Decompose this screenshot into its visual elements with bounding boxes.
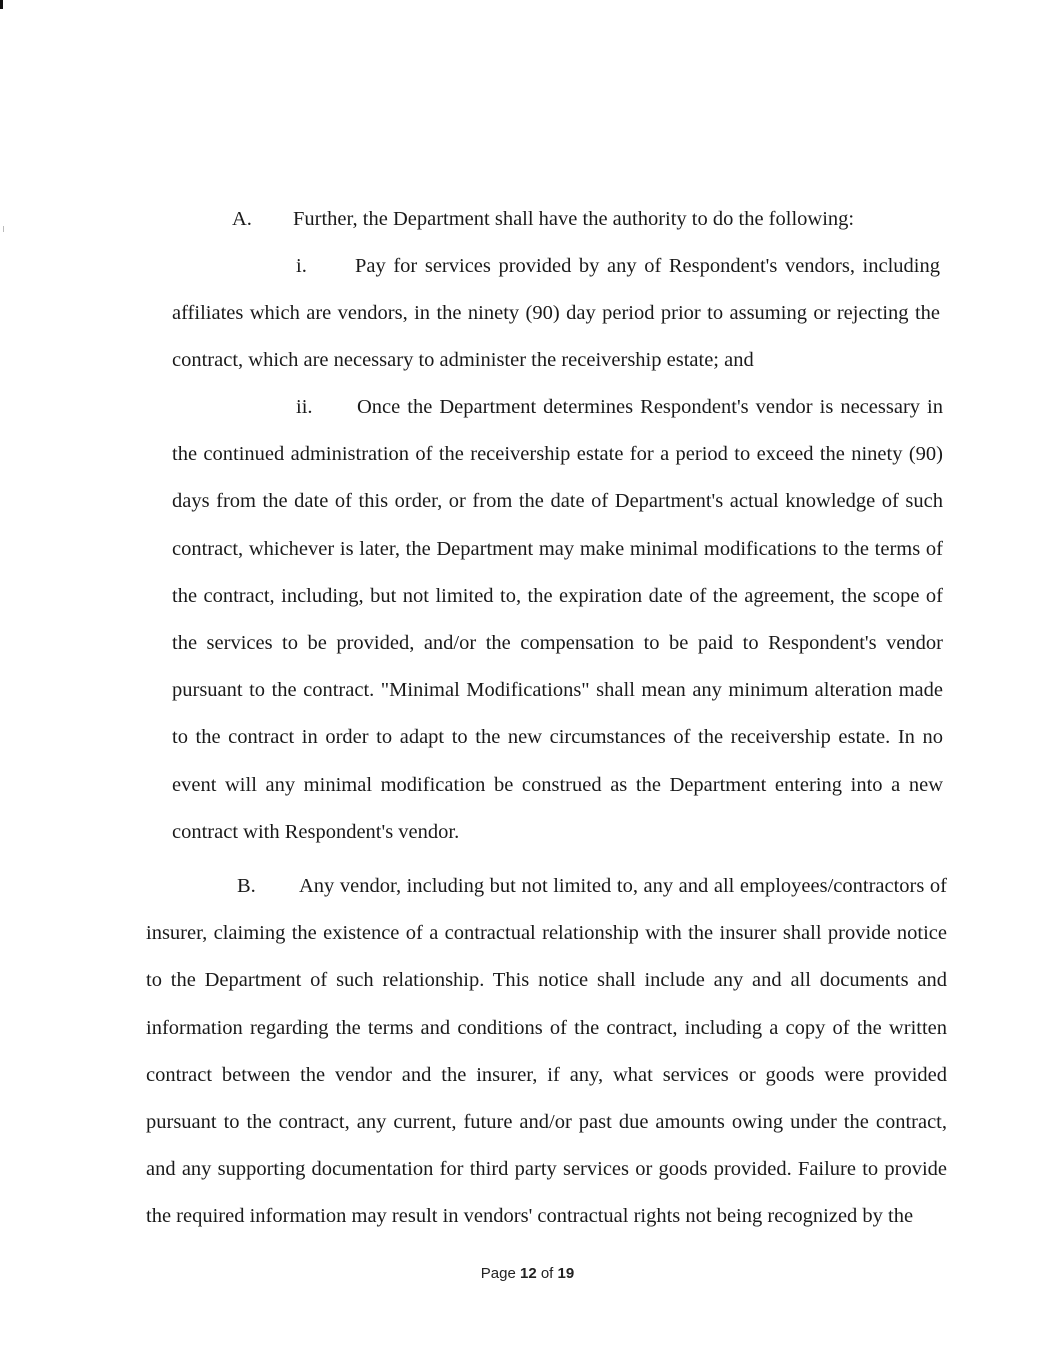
page-separator: of <box>540 1265 554 1282</box>
paragraph-a-marker: A. <box>232 208 252 230</box>
scan-edge-tick <box>3 226 4 232</box>
paragraph-ii <box>172 384 943 856</box>
paragraph-i <box>172 243 940 385</box>
paragraph-a <box>232 196 952 243</box>
page-number: 12 <box>519 1265 537 1282</box>
paragraph-b-text: Any vendor, including but not limited to, any and all employees/contractors of insurer, claiming the existence of a contractual relationship with the insurer shall provide notice to the Department of such relationship. This notice shall include any and all documents and information regarding the terms and conditions of the contract, including a copy of the written contract between the vendor and the insurer, if any, what services or goods were provided pursuant to the contract, any current, future and/or past due amounts owing under the contract, and any supporting documentation for third party services or goods provided. Failure to provide the required information may result in vendors' contractual rights not being recognized by the <box>146 875 947 1228</box>
paragraph-i-text: Pay for services provided by any of Respondent's vendors, including affiliates which are vendors, in the ninety (90) day period prior to assuming or rejecting the contract, which are necessary to administer the receivership estate; and <box>172 255 940 372</box>
paragraph-b <box>146 863 947 1241</box>
paragraph-ii-marker: ii. <box>296 396 313 418</box>
page-prefix: Page <box>480 1265 516 1282</box>
paragraph-b-marker: B. <box>237 875 256 897</box>
paragraph-i-marker: i. <box>296 255 307 277</box>
paragraph-a-text: Further, the Department shall have the authority to do the following: <box>293 208 855 230</box>
scan-edge-mark <box>0 0 3 9</box>
page-total: 19 <box>557 1265 575 1282</box>
page-footer <box>0 1265 1055 1282</box>
paragraph-ii-text: Once the Department determines Respondent's vendor is necessary in the continued administration of the receivership estate for a period to exceed the ninety (90) days from the date of this order, or from the date of Department's actual knowledge of such contract, whichever is later, the Department may make minimal modifications to the terms of the contract, including, but not limited to, the expiration date of the agreement, the scope of the services to be provided, and/or the compensation to be paid to Respondent's vendor pursuant to the contract. "Minimal Modifications" shall mean any minimum alteration made to the contract in order to adapt to the new circumstances of the receivership estate. In no event will any minimal modification be construed as the Department entering into a new contract with Respondent's vendor. <box>172 396 943 843</box>
